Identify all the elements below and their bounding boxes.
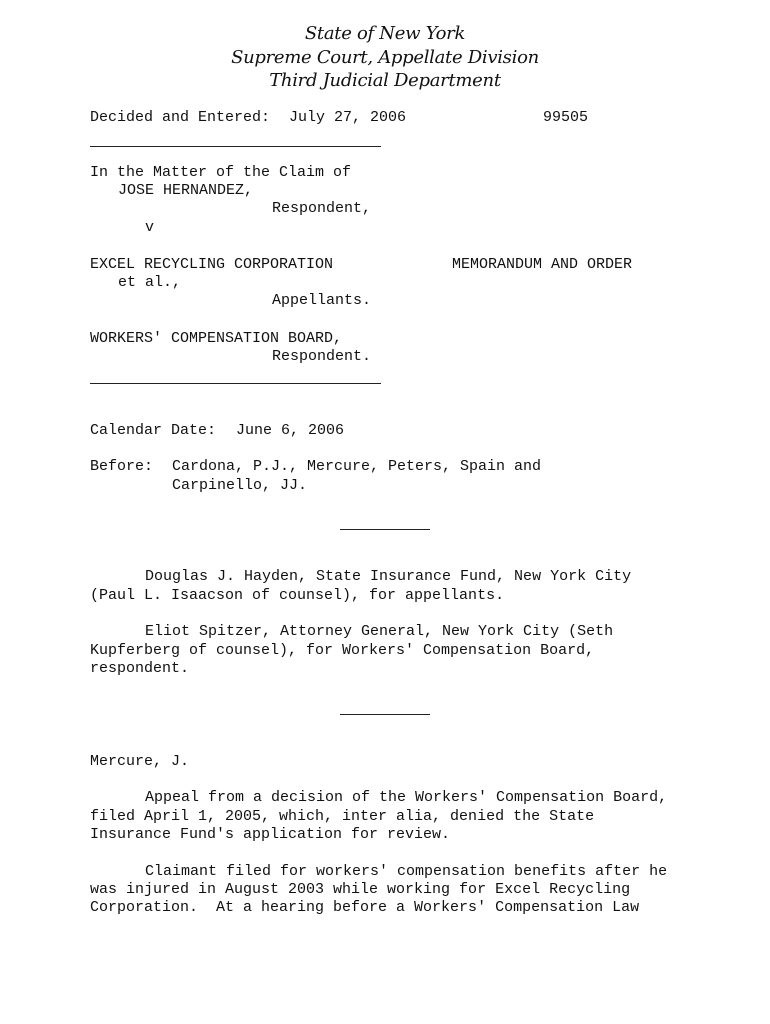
opinion-p2-line1: Claimant filed for workers' compensation benefits after he bbox=[145, 863, 668, 880]
caption-matter: In the Matter of the Claim of bbox=[90, 164, 352, 181]
opinion-p2-line3: Corporation. At a hearing before a Workers' Compensation Law bbox=[90, 899, 640, 916]
court-name: Supreme Court, Appellate Division bbox=[231, 47, 539, 68]
before-judges-line2: Carpinello, JJ. bbox=[172, 477, 308, 494]
counsel-appellants-line2: (Paul L. Isaacson of counsel), for appellants. bbox=[90, 587, 505, 604]
opinion-author: Mercure, J. bbox=[90, 753, 190, 770]
order-type: MEMORANDUM AND ORDER bbox=[452, 256, 633, 273]
opinion-p1-line2: filed April 1, 2005, which, inter alia, denied the State bbox=[90, 808, 595, 825]
opinion-p1-line1: Appeal from a decision of the Workers' Compensation Board, bbox=[145, 789, 668, 806]
caption-bottom-rule bbox=[90, 383, 381, 384]
caption-board: WORKERS' COMPENSATION BOARD, bbox=[90, 330, 343, 347]
caption-appellants: Appellants. bbox=[272, 292, 372, 309]
opinion-p2-line2: was injured in August 2003 while working for Excel Recycling bbox=[90, 881, 631, 898]
caption-versus: v bbox=[145, 219, 155, 236]
separator-1 bbox=[340, 529, 430, 530]
separator-2 bbox=[340, 714, 430, 715]
caption-top-rule bbox=[90, 146, 381, 147]
before-label: Before: bbox=[90, 458, 154, 475]
caption-employer: EXCEL RECYCLING CORPORATION bbox=[90, 256, 334, 273]
caption-claimant: JOSE HERNANDEZ, bbox=[118, 182, 254, 199]
calendar-date: June 6, 2006 bbox=[236, 422, 345, 439]
counsel-board-line3: respondent. bbox=[90, 660, 190, 677]
counsel-board-line2: Kupferberg of counsel), for Workers' Compensation Board, bbox=[90, 642, 595, 659]
court-state: State of New York bbox=[304, 23, 466, 44]
decided-label: Decided and Entered: bbox=[90, 109, 271, 126]
caption-et-al: et al., bbox=[118, 274, 182, 291]
caption-respondent-2: Respondent. bbox=[272, 348, 372, 365]
counsel-appellants-line1: Douglas J. Hayden, State Insurance Fund, New York City bbox=[145, 568, 632, 585]
counsel-board-line1: Eliot Spitzer, Attorney General, New York City (Seth bbox=[145, 623, 614, 640]
docket-number: 99505 bbox=[543, 109, 589, 126]
court-department: Third Judicial Department bbox=[269, 70, 501, 91]
calendar-label: Calendar Date: bbox=[90, 422, 217, 439]
caption-respondent-1: Respondent, bbox=[272, 200, 372, 217]
opinion-p1-line3: Insurance Fund's application for review. bbox=[90, 826, 451, 843]
decided-date: July 27, 2006 bbox=[289, 109, 407, 126]
before-judges-line1: Cardona, P.J., Mercure, Peters, Spain and bbox=[172, 458, 542, 475]
